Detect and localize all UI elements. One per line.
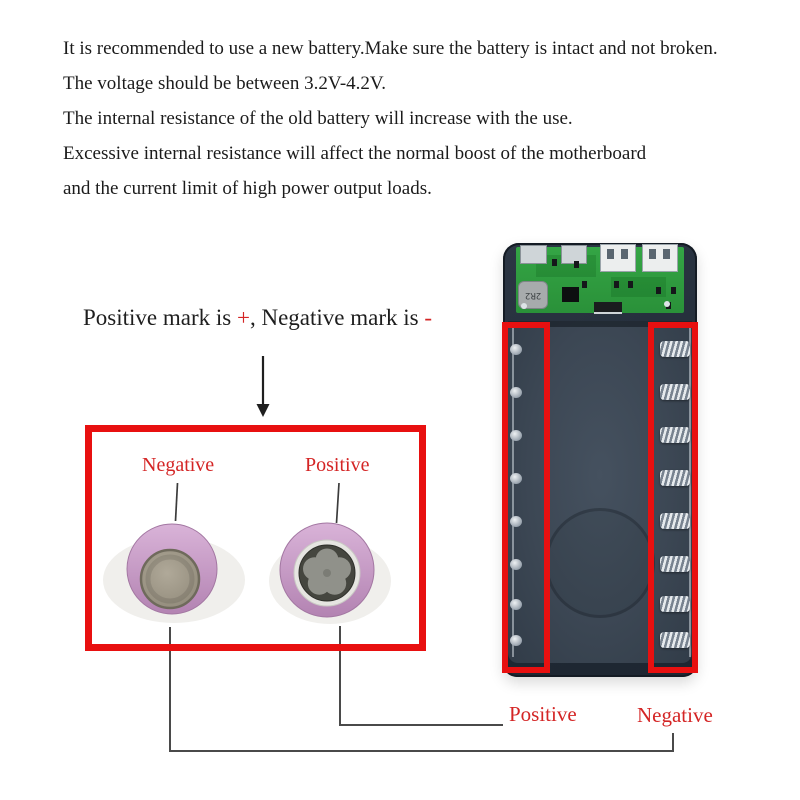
usb-pin-slot: [607, 249, 614, 259]
polarity-note-middle: , Negative mark is: [249, 305, 425, 330]
smd-component: [656, 287, 661, 294]
minus-sign: -: [424, 305, 433, 330]
usb-a-port: [642, 244, 678, 272]
smd-component: [628, 281, 633, 288]
smd-component: [574, 261, 579, 268]
battery-polarity-box: [85, 425, 426, 651]
inductor-label: 2R2: [524, 290, 542, 300]
polarity-note: [83, 305, 432, 331]
screw-hole: [521, 303, 527, 309]
positive-terminal-label: Positive: [305, 454, 370, 476]
positive-column-highlight: [502, 322, 550, 673]
negative-terminal-label: Negative: [142, 454, 215, 476]
usb-pin-slot: [663, 249, 670, 259]
usb-pin-slot: [621, 249, 628, 259]
screw-hole: [664, 301, 670, 307]
intro-text: [63, 31, 787, 206]
smd-component: [582, 281, 587, 288]
intro-line: The internal resistance of the old battery will increase with the use.: [63, 108, 573, 129]
usb-a-port: [600, 244, 636, 272]
wireless-coil-circle: [545, 508, 655, 618]
smd-component: [614, 281, 619, 288]
ic-chip: [562, 287, 579, 302]
intro-line: The voltage should be between 3.2V-4.2V.: [63, 73, 386, 94]
power-bank-positive-label: Positive: [509, 702, 577, 726]
intro-line: and the current limit of high power output loads.: [63, 178, 432, 199]
smd-component: [671, 287, 676, 294]
intro-line: Excessive internal resistance will affect the normal boost of the motherboard: [63, 143, 647, 164]
down-arrow-icon: [257, 356, 270, 417]
plus-sign: +: [236, 305, 250, 330]
sop-ic-chip: [594, 302, 622, 314]
usb-pin-slot: [649, 249, 656, 259]
smd-component: [552, 259, 557, 266]
circuit-board: [516, 247, 684, 313]
micro-usb-port: [520, 245, 547, 264]
polarity-note-prefix: Positive mark is: [83, 305, 237, 330]
power-bank-negative-label: Negative: [637, 703, 713, 727]
negative-column-highlight: [648, 322, 698, 673]
intro-line: It is recommended to use a new battery.Make sure the battery is intact and not broken.: [63, 38, 718, 59]
